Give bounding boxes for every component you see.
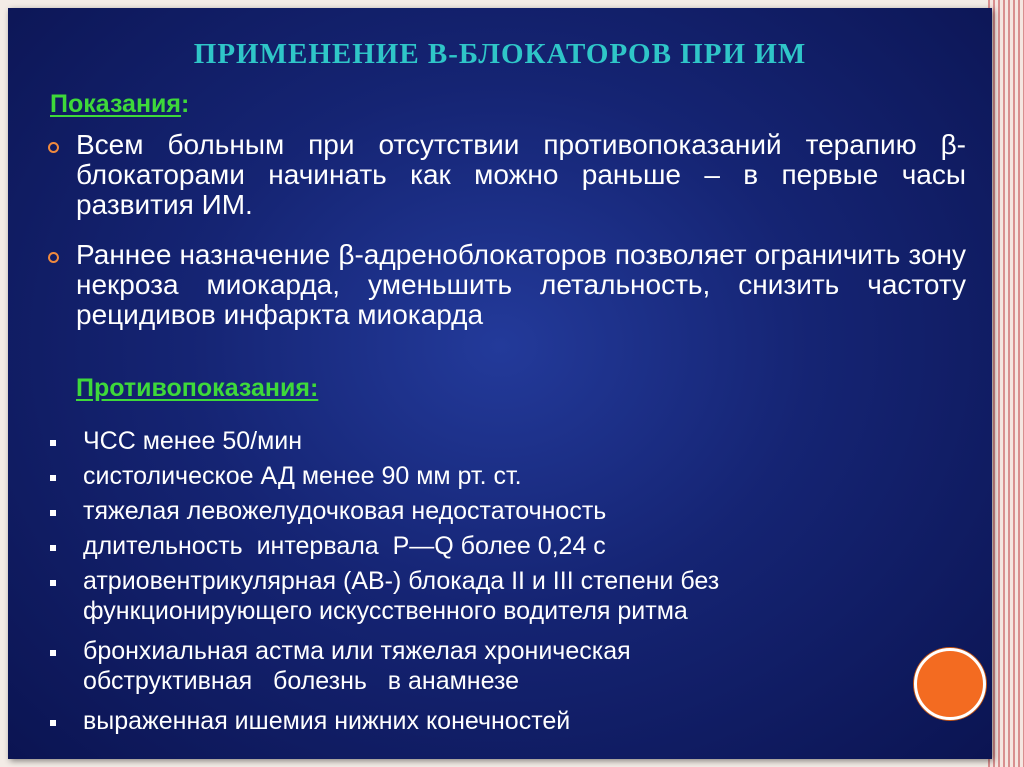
decorative-stripes	[988, 0, 1024, 767]
indications-label-text: Показания	[50, 90, 182, 118]
ring-bullet-icon	[48, 252, 59, 263]
square-bullet-icon	[50, 720, 56, 726]
square-bullet-icon	[50, 510, 56, 516]
contraindication-item: ЧСС менее 50/мин	[83, 427, 303, 455]
ring-bullet-icon	[48, 142, 59, 153]
square-bullet-icon	[50, 650, 56, 656]
square-bullet-icon	[50, 580, 56, 586]
indication-item: Раннее назначение β-адреноблокаторов позволяет ограничить зону некроза миокарда, уменьшить летальность, снизить частоту рецидивов инфаркта миокарда	[76, 239, 966, 330]
slide	[8, 8, 992, 759]
contraindication-item: выраженная ишемия нижних конечностей	[83, 707, 571, 735]
contraindication-item: тяжелая левожелудочковая недостаточность	[83, 497, 607, 525]
contraindication-item: систолическое АД менее 90 мм рт. ст.	[83, 462, 522, 490]
indications-label	[50, 90, 189, 119]
decorative-circle-icon	[914, 648, 986, 720]
indications-label-colon: :	[181, 90, 190, 118]
indication-item: Всем больным при отсутствии противопоказаний терапию β-блокаторами начинать как можно раньше – в первые часы развития ИМ.	[76, 129, 966, 220]
contraindication-item: бронхиальная астма или тяжелая хроническая обструктивная болезнь в анамнезе	[83, 637, 631, 695]
square-bullet-icon	[50, 475, 56, 481]
contraindication-item: длительность интервала P—Q более 0,24 с	[83, 532, 606, 560]
contraindications-label-text: Противопоказания:	[76, 374, 319, 402]
square-bullet-icon	[50, 545, 56, 551]
contraindications-label	[76, 374, 318, 403]
contraindication-item: атриовентрикулярная (АВ-) блокада II и III степени без функционирующего искусственного водителя ритма	[83, 567, 720, 625]
square-bullet-icon	[50, 440, 56, 446]
slide-title: ПРИМЕНЕНИЕ В-БЛОКАТОРОВ ПРИ ИМ	[193, 38, 807, 70]
